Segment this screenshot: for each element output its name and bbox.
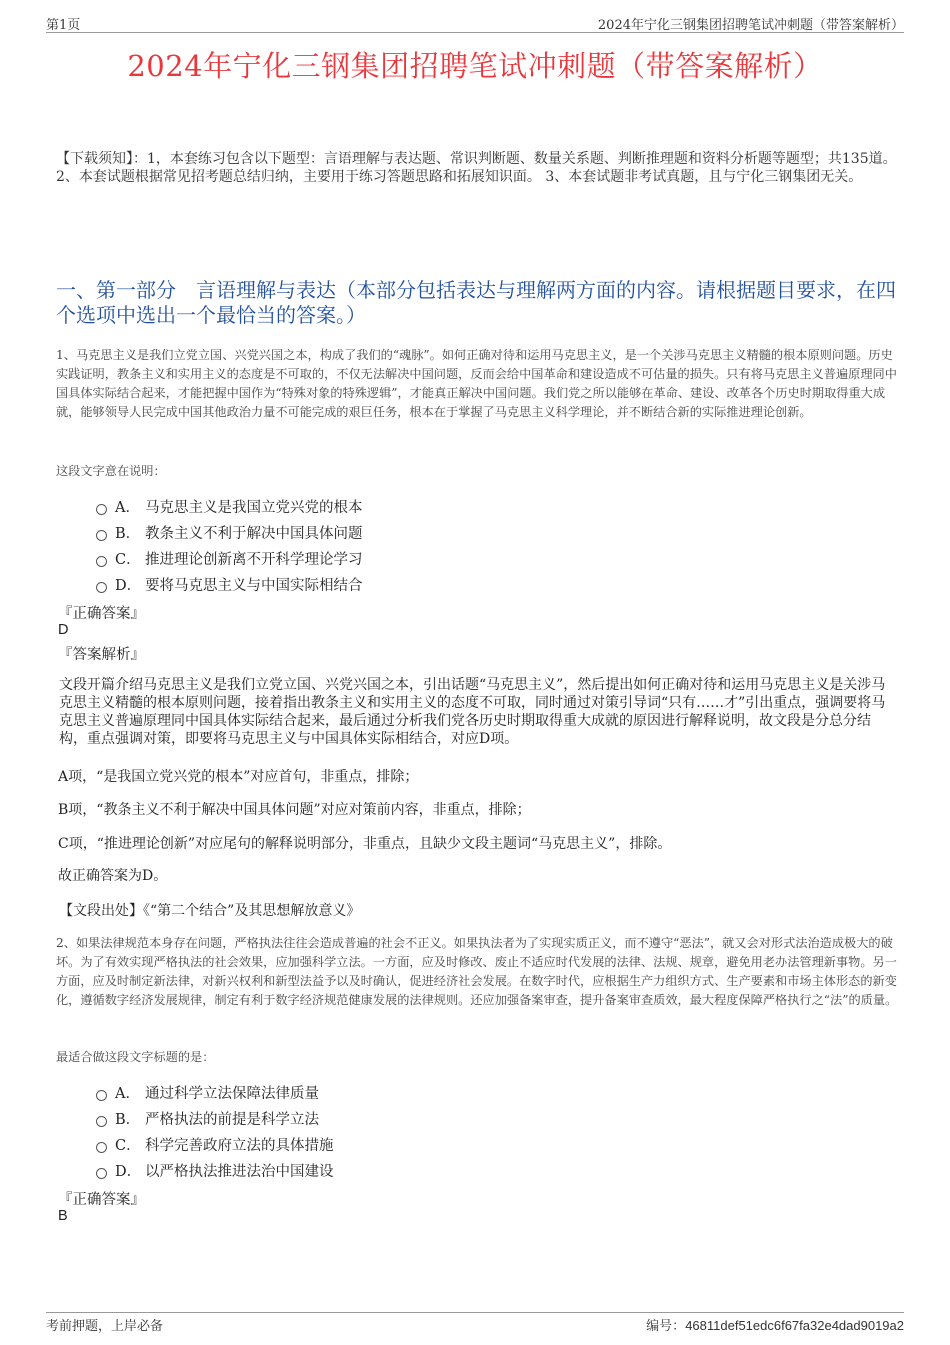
question-2-options [96, 1079, 334, 1183]
code-label: 编号： [646, 1319, 686, 1334]
option-text: 通过科学立法保障法律质量 [145, 1085, 319, 1102]
document-code [646, 1315, 904, 1334]
document-title: 2024年宁化三钢集团招聘笔试冲刺题（带答案解析） [127, 49, 823, 83]
section-heading: 一、第一部分 言语理解与表达（本部分包括表达与理解两方面的内容。请根据题目要求，在四个选项中选出一个最恰当的答案。） [56, 278, 896, 327]
analysis-option-b: B项，“教条主义不利于解决中国具体问题”对应对策前内容，非重点，排除； [58, 802, 531, 818]
header-divider [46, 32, 904, 33]
download-notice: 【下载须知】：1，本套练习包含以下题型：言语理解与表达题、常识判断题、数量关系题、判断推理题和资料分析题等题型；共135道。 2、本套试题根据常见招考题总结归纳，主要用于练习答题思路和拓展知识面。 3、本套试题非考试真题，且与宁化三钢集团无关。 [56, 151, 897, 185]
question-2-prompt: 最适合做这段文字标题的是： [56, 1050, 215, 1064]
question-1-explanation: 文段开篇介绍马克思主义是我们立党立国、兴党兴国之本，引出话题“马克思主义”，然后提出如何正确对待和运用马克思主义是关涉马克思主义精髓的根本原则问题，接着指出教条主义和实用主义的态度不可取，同时通过对策引导词“只有……才”引出重点，强调要将马克思主义普遍原理同中国具体实际结合起来，最后通过分析我们党各历史时期取得重大成就的原因进行解释说明，故文段是分总分结构，重点强调对策，即要将马克思主义与中国具体实际相结合，对应D项。 [59, 677, 886, 747]
analysis-option-c: C项，“推进理论创新”对应尾句的解释说明部分，非重点，且缺少文段主题词“马克思主义”，排除。 [58, 836, 672, 852]
option-letter: A． [115, 1085, 140, 1102]
running-title: 2024年宁化三钢集团招聘笔试冲刺题（带答案解析） [597, 18, 904, 33]
question-1-prompt: 这段文字意在说明： [56, 464, 166, 478]
radio-icon[interactable] [96, 1090, 107, 1101]
option-text: 推进理论创新离不开科学理论学习 [145, 551, 363, 568]
correct-answer-label: 『正确答案』 [58, 1192, 145, 1208]
radio-icon[interactable] [96, 530, 107, 541]
option-text: 马克思主义是我国立党兴党的根本 [145, 499, 363, 516]
q1-option-b[interactable] [96, 519, 363, 545]
question-1-answer: D [58, 622, 69, 638]
option-letter: C． [115, 551, 141, 568]
option-text: 教条主义不利于解决中国具体问题 [145, 525, 363, 542]
question-2-answer: B [58, 1208, 68, 1224]
option-letter: C． [115, 1137, 141, 1154]
option-text: 严格执法的前提是科学立法 [145, 1111, 319, 1128]
q1-option-a[interactable] [96, 493, 363, 519]
code-value: 46811def51edc6f67fa32e4dad9019a2 [685, 1318, 904, 1333]
option-letter: A． [115, 499, 140, 516]
q2-option-c[interactable] [96, 1131, 334, 1157]
q2-option-b[interactable] [96, 1105, 334, 1131]
q1-option-c[interactable] [96, 545, 363, 571]
radio-icon[interactable] [96, 1116, 107, 1127]
q1-option-d[interactable] [96, 571, 363, 597]
analysis-label: 『答案解析』 [58, 647, 145, 663]
option-text: 以严格执法推进法治中国建设 [145, 1163, 334, 1180]
radio-icon[interactable] [96, 556, 107, 567]
option-letter: D． [115, 577, 142, 594]
q2-option-a[interactable] [96, 1079, 334, 1105]
question-2-text: 2、如果法律规范本身存在问题，严格执法往往会造成普遍的社会不正义。如果执法者为了实现实质正义，而不遵守“恶法”，就又会对形式法治造成极大的破坏。为了有效实现严格执法的社会效果，应加强科学立法。一方面，应及时修改、废止不适应时代发展的法律、法规、规章，避免用老办法管理新事物。另一方面，应及时制定新法律，对新兴权利和新型法益予以及时确认，促进经济社会发展。在数字时代，应根据生产力组织方式、生产要素和市场主体形态的新变化，遵循数字经济发展规律，制定有利于数字经济规范健康发展的法律规则。还应加强备案审查，提升备案审查质效，最大程度保障严格执行之“法”的质量。 [56, 936, 898, 1007]
option-letter: D． [115, 1163, 142, 1180]
option-letter: B． [115, 525, 141, 542]
radio-icon[interactable] [96, 1142, 107, 1153]
text-source: 【文段出处】《“第二个结合”及其思想解放意义》 [59, 903, 361, 919]
correct-answer-label: 『正确答案』 [58, 606, 145, 622]
question-1-options [96, 493, 363, 597]
footer-slogan: 考前押题，上岸必备 [46, 1319, 164, 1334]
radio-icon[interactable] [96, 582, 107, 593]
radio-icon[interactable] [96, 1168, 107, 1179]
analysis-option-a: A项，“是我国立党兴党的根本”对应首句，非重点，排除； [58, 769, 419, 785]
option-text: 科学完善政府立法的具体措施 [145, 1137, 334, 1154]
analysis-conclusion: 故正确答案为D。 [58, 868, 168, 884]
option-text: 要将马克思主义与中国实际相结合 [145, 577, 363, 594]
q2-option-d[interactable] [96, 1157, 334, 1183]
radio-icon[interactable] [96, 504, 107, 515]
question-1-text: 1、马克思主义是我们立党立国、兴党兴国之本，构成了我们的“魂脉”。如何正确对待和运用马克思主义，是一个关涉马克思主义精髓的根本原则问题。历史实践证明，教条主义和实用主义的态度是不可取的，不仅无法解决中国问题，反而会给中国革命和建设造成不可估量的损失。只有将马克思主义普遍原理同中国具体实际结合起来，才能把握中国作为“特殊对象的特殊逻辑”，才能真正解决中国问题。我们党之所以能够在革命、建设、改革各个历史时期取得重大成就，能够领导人民完成中国其他政治力量不可能完成的艰巨任务，根本在于掌握了马克思主义科学理论，并不断结合新的实际推进理论创新。 [56, 348, 897, 419]
footer-divider [46, 1312, 904, 1313]
option-letter: B． [115, 1111, 141, 1128]
page-number: 第1页 [46, 18, 81, 33]
